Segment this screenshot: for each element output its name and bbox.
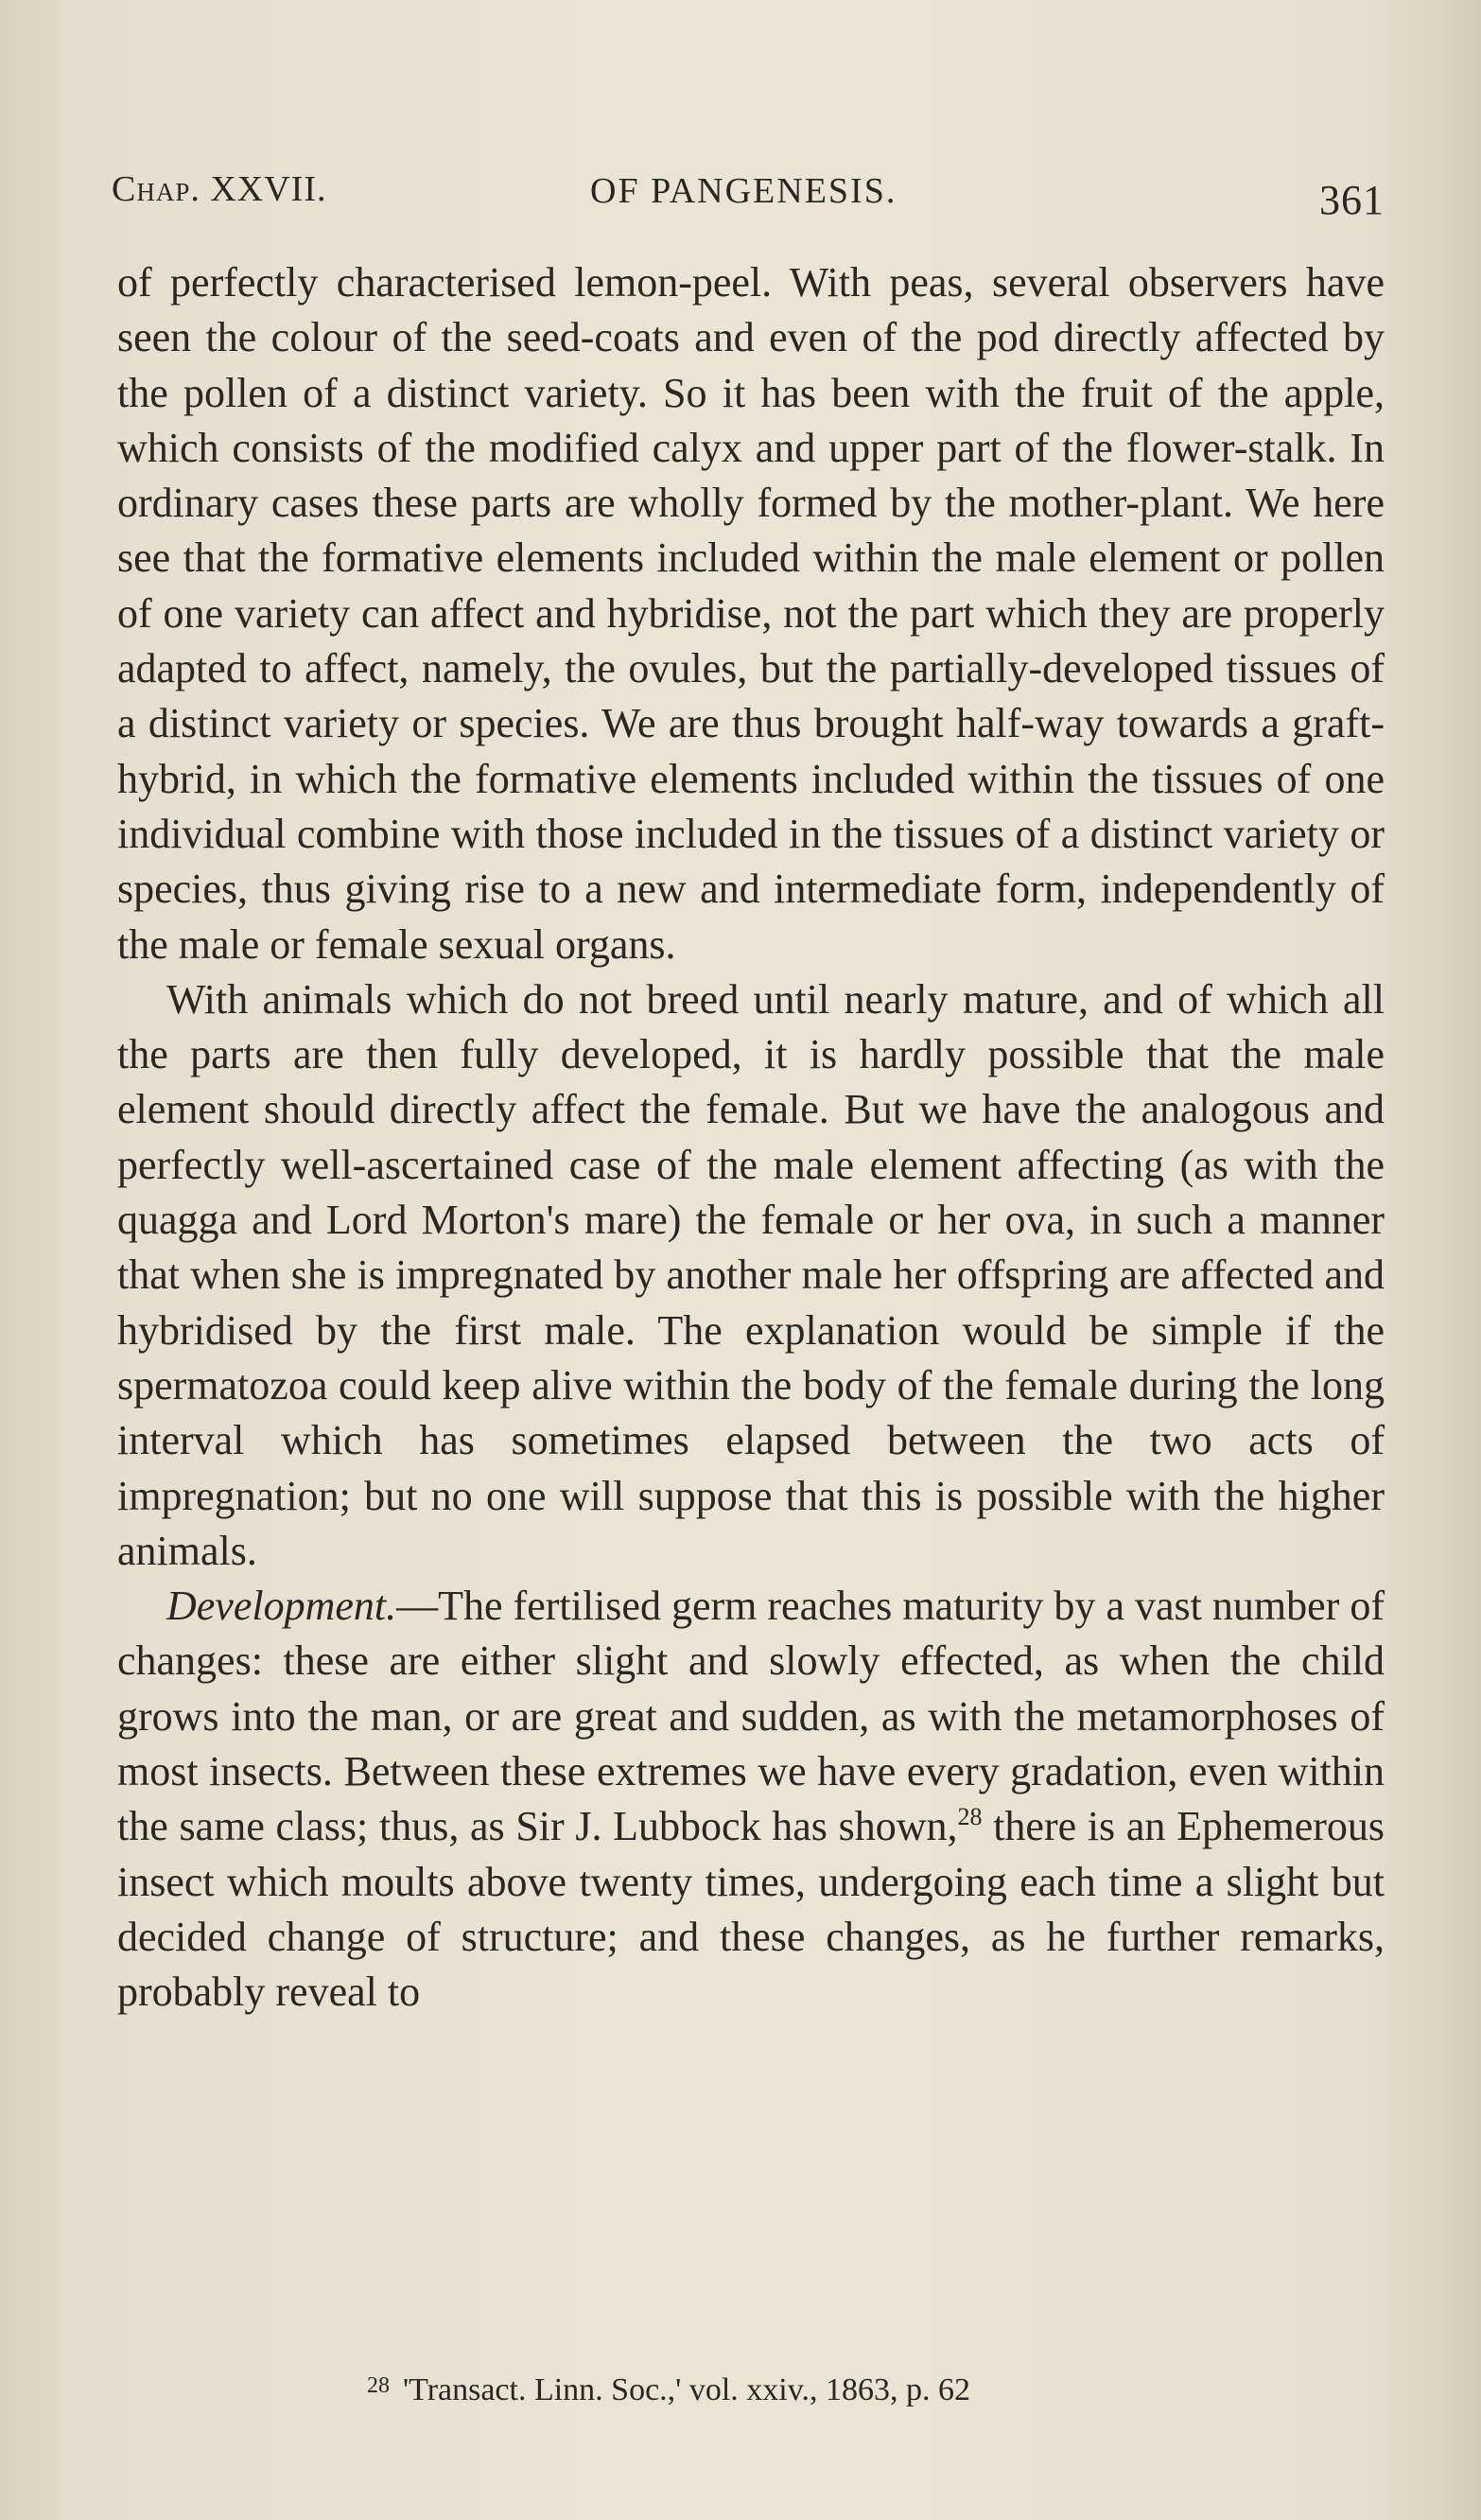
footnote-reference: 28 [957,1803,983,1831]
running-title: OF PANGENESIS. [590,171,897,211]
page-number: 361 [1319,177,1385,223]
footnote-number: 28 [367,2373,390,2398]
paragraph-3-text-a: —The fertilised germ reaches maturity by a vast number of changes: these are either slight and slowly effected, as when the child grows into the man, or are great and sudden, as with the metamorphoses of most insects. Between these extremes we have every gradation, even within the same class; thus, as Sir J. Lubbock has shown, [117,1583,1385,1850]
chapter-label: Chap. XXVII. [112,169,327,209]
paragraph-3-text-b: there is an Ephemerous insect which moults above twenty times, undergoing each time a slight but decided change of structure; and these changes, as he further remarks, probably reveal to [117,1803,1385,2016]
footnote-text: 'Transact. Linn. Soc.,' vol. xxiv., 1863, p. 62 [403,2372,970,2407]
paragraph-3 [117,1579,1385,2020]
paragraph-2: With animals which do not breed until nearly mature, and of which all the parts are then fully developed, it is hardly possible that the male element should directly affect the female. But we have the analogous and perfectly well-ascertained case of the male element affecting (as with the quagga and Lord Morton's mare) the female or her ova, in such a manner that when she is impregnated by another male her offspring are affected and hybridised by the first male. The explanation would be simple if the spermatozoa could keep alive within the body of the female during the long interval which has sometimes elapsed between the two acts of impregnation; but no one will suppose that this is possible with the higher animals. [117,975,1385,1574]
body-text [117,255,1385,2021]
paragraph-1: of perfectly characterised lemon-peel. With peas, several observers have seen the colour of the seed-coats and even of the pod directly affected by the pollen of a distinct variety. So it has been with the fruit of the apple, which consists of the modified calyx and upper part of the flower-stalk. In ordinary cases these parts are wholly formed by the mother-plant. We here see that the formative elements included within the male element or pollen of one variety can affect and hybridise, not the part which they are properly adapted to affect, namely, the ovules, but the partially-developed tissues of a distinct variety or species. We are thus brought half-way towards a graft-hybrid, in which the formative elements included within the tissues of one individual combine with those included in the tissues of a distinct variety or species, thus giving rise to a new and intermediate form, independently of the male or female sexual organs. [117,259,1385,968]
running-head [112,163,1385,223]
footnote [367,2365,1313,2411]
section-heading-development: Development. [166,1583,397,1630]
